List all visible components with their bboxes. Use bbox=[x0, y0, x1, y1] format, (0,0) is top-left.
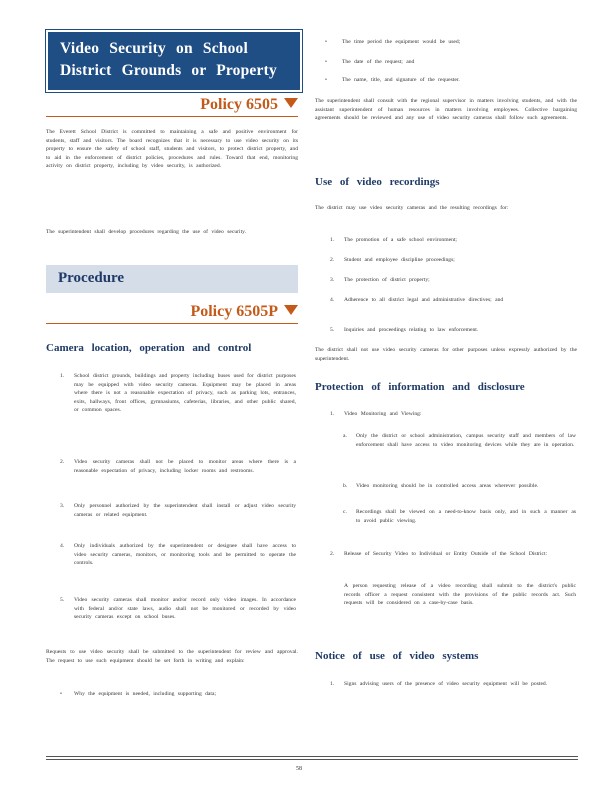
intro-paragraph-2: The superintendent shall develop procedures regarding the use of video security. bbox=[46, 229, 246, 235]
list-marker: • bbox=[325, 59, 327, 65]
list-marker: 3. bbox=[60, 503, 65, 509]
use-heading: Use of video recordings bbox=[315, 176, 440, 188]
list-marker: c. bbox=[343, 509, 347, 515]
list-item: The date of the request; and bbox=[342, 59, 415, 65]
list-marker: 1. bbox=[60, 373, 65, 379]
list-item: The name, title, and signature of the requester. bbox=[342, 77, 460, 83]
list-item: The promotion of a safe school environment; bbox=[344, 237, 457, 243]
use-intro: The district may use video security cameras and the resulting recordings for: bbox=[315, 205, 509, 211]
list-marker: 4. bbox=[60, 543, 65, 549]
notice-item-1: Signs advising users of the presence of video security equipment will be posted. bbox=[344, 681, 548, 687]
footer-rule bbox=[46, 756, 578, 757]
title-banner bbox=[46, 30, 302, 92]
camera-heading: Camera location, operation and control bbox=[46, 342, 252, 354]
list-item: Adherence to all district legal and administrative directives; and bbox=[344, 297, 504, 303]
policy-number: Policy 6505 bbox=[200, 96, 278, 113]
use-closing: The district shall not use video security cameras for other purposes unless expressly authorized by the superintendent. bbox=[315, 347, 577, 362]
list-item: Only individuals authorized by the superintendent or designee shall have access to video security cameras, monitors, or monitoring tools and be permitted to operate the controls. bbox=[74, 543, 296, 567]
list-item: The time period the equipment would be used; bbox=[342, 39, 461, 45]
protection-item-2: Release of Security Video to Individual or Entity Outside of the School District: bbox=[344, 551, 548, 557]
list-item: Only the district or school administration, campus security staff and members of law enforcement shall have access to video monitoring devices while they are in operation. bbox=[356, 433, 576, 448]
list-number: 1. bbox=[330, 411, 335, 417]
protection-item-2-paragraph: A person requesting release of a video recording shall submit to the district's public records officer a request consistent with the provisions of the public records act. Such requests will be considered on a case-by-case basis. bbox=[344, 583, 576, 607]
document-title: Video Security on School District Grounds or Property bbox=[60, 40, 277, 79]
intro-paragraph: The Everett School District is committed to maintaining a safe and positive environment for students, staff and visitors. The board recognizes that it is necessary to use video security on its property to ensure the safety of school staff, students and visitors, to protect district property, and to aid in the enforcement of district policies, procedures and rules. Toward that end, monitoring activity on district property, including by video security, is authorized. bbox=[46, 129, 298, 170]
list-marker: b. bbox=[343, 483, 348, 489]
list-marker: 2. bbox=[60, 459, 65, 465]
list-item: Student and employee discipline proceedings; bbox=[344, 257, 455, 263]
list-marker: 4. bbox=[330, 297, 335, 303]
divider bbox=[46, 116, 298, 117]
list-item: Video security cameras shall not be placed to monitor areas where there is a reasonable expectation of privacy, including locker rooms and restrooms. bbox=[74, 459, 296, 474]
list-item: Video monitoring should be in controlled access areas wherever possible. bbox=[356, 483, 539, 489]
procedure-number-heading bbox=[46, 303, 298, 321]
list-marker: • bbox=[325, 39, 327, 45]
list-marker: 5. bbox=[60, 597, 65, 603]
list-item: Recordings shall be viewed on a need-to-know basis only, and in such a manner as to avoid public viewing. bbox=[356, 509, 576, 524]
list-item: Video security cameras shall monitor and/or record only video images. In accordance with federal and/or state laws, audio shall not be monitored or recorded by video security cameras except on school buses. bbox=[74, 597, 296, 621]
list-item: The protection of district property; bbox=[344, 277, 430, 283]
list-marker: • bbox=[325, 77, 327, 83]
triangle-down-icon bbox=[284, 305, 298, 315]
page-number: 58 bbox=[296, 766, 302, 772]
list-marker: 5. bbox=[330, 327, 335, 333]
footer-rule bbox=[46, 759, 578, 760]
list-number: 2. bbox=[330, 551, 335, 557]
list-marker: 1. bbox=[330, 237, 335, 243]
list-item: Why the equipment is needed, including supporting data; bbox=[74, 691, 217, 697]
list-marker: • bbox=[60, 691, 62, 697]
triangle-down-icon bbox=[284, 98, 298, 108]
list-marker: 3. bbox=[330, 277, 335, 283]
protection-item-1: Video Monitoring and Viewing: bbox=[344, 411, 422, 417]
requests-paragraph: Requests to use video security shall be submitted to the superintendent for review and approval. The request to use such equipment should be set forth in writing and explain: bbox=[46, 649, 298, 664]
list-marker: a. bbox=[343, 433, 347, 439]
list-marker: 2. bbox=[330, 257, 335, 263]
procedure-number: Policy 6505P bbox=[190, 303, 278, 320]
list-item: School district grounds, buildings and property including buses used for district purposes may be equipped with video security cameras. Equipment may be placed in areas where there is not a reasonable expectation of privacy, such as parking lots, entrances, exits, hallways, front offices, gymnasiums, cafeterias, libraries, and other public shared, or common spaces. bbox=[74, 373, 296, 414]
list-item: Inquiries and proceedings relating to law enforcement. bbox=[344, 327, 479, 333]
policy-number-heading bbox=[46, 96, 298, 114]
protection-heading: Protection of information and disclosure bbox=[315, 381, 525, 393]
notice-heading: Notice of use of video systems bbox=[315, 650, 479, 662]
procedure-banner bbox=[46, 265, 298, 293]
consult-paragraph: The superintendent shall consult with the regional supervisor in matters involving students, and with the assistant superintendent of human resources in matters involving employees. Collective bargaining agreements should be reviewed and any use of video security cameras shall follow such agreements. bbox=[315, 98, 577, 122]
list-item: Only personnel authorized by the superintendent shall install or adjust video security cameras or related equipment. bbox=[74, 503, 296, 518]
procedure-title: Procedure bbox=[58, 270, 125, 286]
divider bbox=[46, 323, 298, 324]
list-number: 1. bbox=[330, 681, 335, 687]
